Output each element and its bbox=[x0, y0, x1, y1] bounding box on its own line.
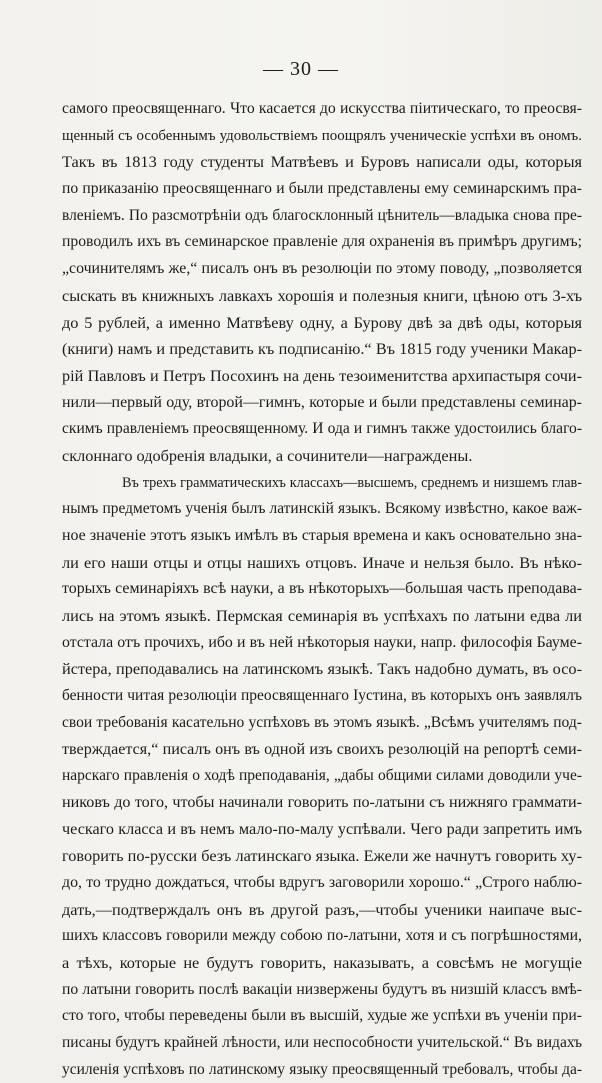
text-line: свои требованiя касательно успѣховъ въ этомъ языкѣ. „Всѣмъ учителямъ под- bbox=[62, 713, 582, 731]
text-line: по приказанiю преосвященнаго и были представлены ему семинарскимъ пра- bbox=[62, 180, 582, 198]
text-line: шихъ классовъ говорили между собою по-латыни, хотя и съ погрѣшностями, bbox=[62, 927, 582, 945]
text-line: вленiемъ. По разсмотрѣнiи одъ благосклонный цѣнитель—владыка снова пре- bbox=[62, 206, 582, 224]
text-line: скимъ правленiемъ преосвященному. И ода и гимнъ также удостоились благо- bbox=[62, 420, 582, 438]
text-line: никовъ до того, чтобы начинали говорить по-латыни съ нижняго граммати- bbox=[62, 793, 582, 811]
text-line: рiй Павловъ и Петръ Посохинъ на день тезоименитства архипастыря сочи- bbox=[62, 366, 582, 385]
text-line: проводилъ ихъ въ семинарское правленiе для охраненiя въ примѣръ другимъ; bbox=[62, 233, 582, 251]
text-line: склоннаго одобренiя владыки, а сочинители—награждены. bbox=[62, 445, 473, 465]
text-line: до 5 рублей, а именно Матвѣеву одну, а Бурову двѣ за двѣ оды, которыя bbox=[62, 312, 582, 332]
text-line: йстера, преподавались на латинскомъ языкѣ. Такъ надобно думать, въ осо- bbox=[62, 659, 582, 679]
text-line: сыскать въ книжныхъ лавкахъ хорошiя и полезныя книги, цѣною отъ 3-хъ bbox=[62, 285, 582, 305]
text-line: ческаго класса и въ немъ мало-по-малу успѣвали. Чего ради запретить имъ bbox=[62, 820, 582, 838]
text-line: нымъ предметомъ ученiя былъ латинскiй языкъ. Всякому извѣстно, какое важ- bbox=[62, 500, 582, 518]
text-line: по латыни говорить послѣ вакацiи низвержены будутъ въ низшiй классъ вмѣ- bbox=[62, 980, 582, 998]
text-line: отстала отъ прочихъ, ибо и въ ней нѣкоторыя науки, напр. философiя Бауме- bbox=[62, 633, 582, 651]
text-line: тверждается,“ писалъ онъ въ одной изъ своихъ резолюцiй на репортѣ семи- bbox=[62, 740, 582, 758]
text-line: усиленiя успѣховъ по латинскому языку преосвященный требовалъ, чтобы да- bbox=[62, 1060, 582, 1078]
text-line: лись на этомъ языкѣ. Пермская семинарiя въ успѣхахъ по латыни едва ли bbox=[62, 606, 582, 626]
page-number: — 30 — bbox=[263, 58, 339, 80]
text-line: нили—первый оду, второй—гимнъ, которые и были представлены семинар- bbox=[62, 393, 582, 411]
text-line: самого преосвященнаго. Что касается до искусства пiитическаго, то преосвя- bbox=[62, 100, 582, 117]
text-line: (книги) намъ и представить къ подписанiю.“ Въ 1815 году ученики Макар- bbox=[62, 340, 582, 359]
text-line: „сочинителямъ же,“ писалъ онъ въ резолюцiи по этому поводу, „позволяется bbox=[62, 260, 582, 278]
text-line: Въ трехъ грамматическихъ классахъ—высшемъ, среднемъ и низшемъ глав- bbox=[122, 474, 582, 491]
text-line: дать,—подтверждалъ онъ въ другой разъ,—чтобы ученики наипаче выс- bbox=[62, 899, 582, 919]
text-line: бенности читая резолюцiи преосвященнаго Iустина, въ которыхъ онъ заявлялъ bbox=[62, 687, 582, 705]
text-line: нарскаго правленiя о ходѣ преподаванiя, „дабы общими силами доводили уче- bbox=[62, 767, 582, 785]
text-line: щенный съ особеннымъ удовольствiемъ поощрялъ ученическiе успѣхи въ ономъ. bbox=[62, 127, 582, 144]
text-line: Такъ въ 1813 году студенты Матвѣевъ и Буровъ написали оды, которыя bbox=[62, 152, 582, 172]
text-line: до, то трудно дождаться, чтобы вдругъ заговорили хорошо.“ „Строго наблю- bbox=[62, 873, 582, 891]
body-text bbox=[62, 96, 582, 1083]
text-line: говорить по-русски безъ латинскаго языка. Ежели же начнутъ говорить ху- bbox=[62, 846, 582, 866]
text-line: ное значенiе этотъ языкъ имѣлъ въ старыя времена и какъ основательно зна- bbox=[62, 527, 582, 544]
text-line: ли его наши отцы и отцы нашихъ отцовъ. Иначе и нельзя было. Въ нѣко- bbox=[62, 552, 582, 572]
text-line: торыхъ семинарiяхъ всѣ науки, а въ нѣкоторыхъ—большая часть преподава- bbox=[62, 580, 582, 598]
text-line: а тѣхъ, которые не будутъ говорить, наказывать, а совсѣмъ не могущiе bbox=[62, 953, 582, 972]
text-line: сто того, чтобы переведены были въ высшiй, худые же успѣхи въ ученiи при- bbox=[62, 1007, 582, 1025]
text-line: писаны будутъ крайней лѣности, или неспособности учительской.“ Въ видахъ bbox=[62, 1034, 582, 1052]
